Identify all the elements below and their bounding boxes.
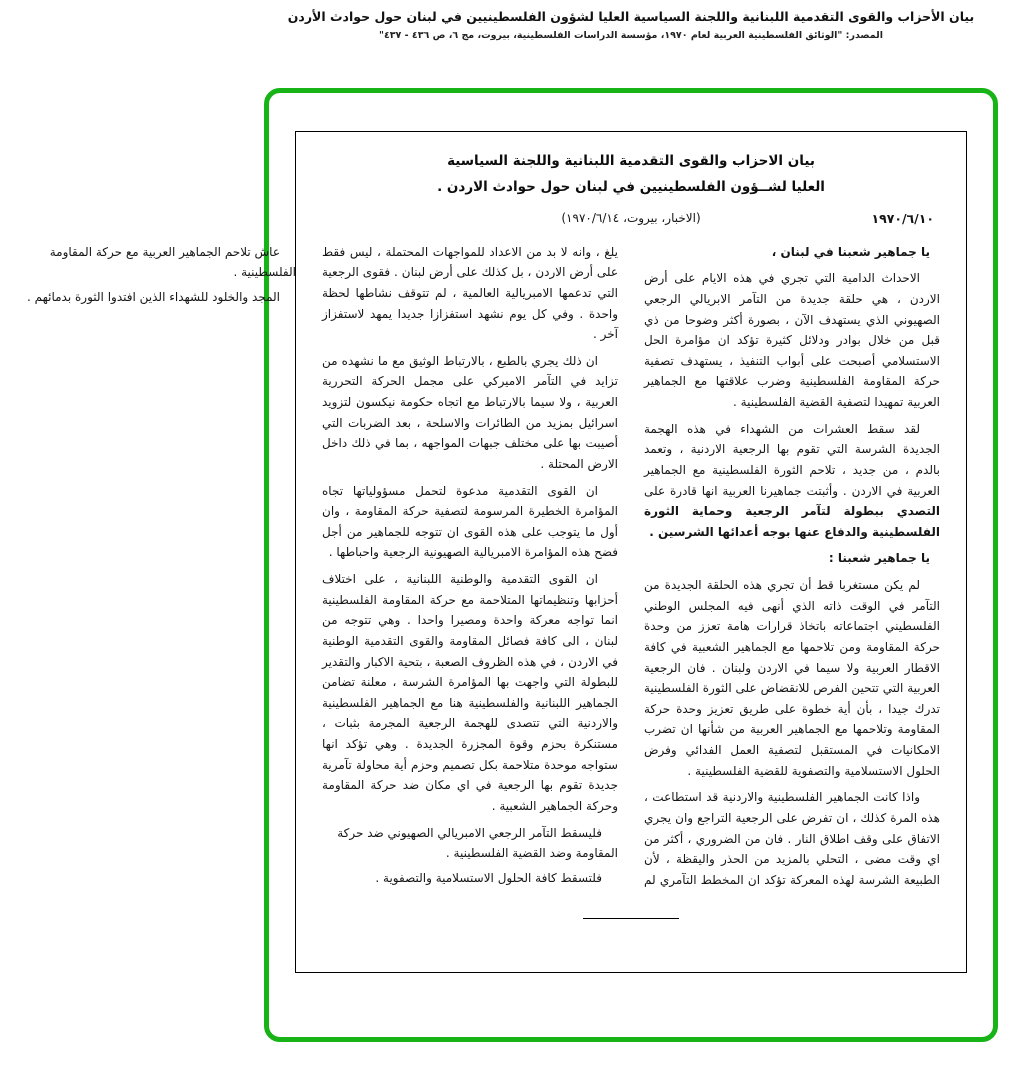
document-citation: (الاخبار، بيروت، ١٩٧٠/٦/١٤) <box>561 211 701 226</box>
document-date: ١٩٧٠/٦/١٠ <box>871 210 934 226</box>
body-paragraph: المجد والخلود للشهداء الذين افتدوا الثورة بدمائهم . <box>26 289 280 304</box>
body-paragraph: لقد سقط العشرات من الشهداء في هذه الهجمة الجديدة الشرسة التي تقوم بها الرجعية الاردنية ، وتعمد بالدم ، من جديد ، تلاحم الثورة الفلسطينية مع الجماهير العربية في الاردن . وأثبتت جماهيرنا العربية انها قادرة على التصدي ببطولة لتآمر الرجعية وحماية الثورة الفلسطينية والدفاع عنها بوجه أعدائها الشرسين . <box>644 421 940 539</box>
page-header <box>252 0 1010 41</box>
signature-line <box>583 918 679 919</box>
body-paragraph: عاش تلاحم الجماهير العربية مع حركة المقاومة الفلسطينية . <box>49 244 296 280</box>
document-title-line1: بيان الاحزاب والقوى التقدمية اللبنانية واللجنة السياسية <box>447 153 815 169</box>
body-columns <box>26 242 940 904</box>
document-title <box>322 148 940 201</box>
body-paragraph: يا جماهير شعبنا : <box>828 551 930 566</box>
body-paragraph: واذا كانت الجماهير الفلسطينية والاردنية قد استطاعت ، هذه المرة كذلك ، ان تفرض على الرجعية التراجع وان يجري الاتفاق على وقف اطلاق النار . فان من الضروري ، أكثر من اي وقت مضى ، التحلي بالمزيد من الحذر واليقظة ، لأن الطبيعة الشرسة لهذه المعركة تؤكد ان المخطط التآمري لم يلغ ، وانه لا بد من الاعداد للمواجهات المحتملة ، ليس فقط على أرض الاردن ، بل كذلك على أرض لبنان . فقوى الرجعية التي تدعمها الامبريالية العالمية ، لم تتوقف نشاطها لحظة واحدة . وفي كل يوم نشهد استفزازا جديدا يمهد لاستفزاز آخر . <box>322 244 940 887</box>
document-title-line2: العليا لشــؤون الفلسطينيين في لبنان حول حوادث الاردن . <box>437 179 825 196</box>
body-paragraph: فليسقط التآمر الرجعي الامبريالي الصهيوني ضد حركة المقاومة وضد القضية الفلسطينية . <box>337 825 618 861</box>
body-paragraph: ان القوى التقدمية والوطنية اللبنانية ، على اختلاف أحزابها وتنظيماتها المتلاحمة مع حركة المقاومة الفلسطينية انما تواجه معركة واحدة ومصيرا واحدا . وهي تتوجه من لبنان ، الى كافة فصائل المقاومة والقوى التقدمية الوطنية في الاردن ، في هذه الظروف الصعبة ، بتحية الاكبار والتقدير للبطولة التي واجهت بها المؤامرة الشرسة ، معلنة تضامن الجماهير اللبنانية والفلسطينية هنا مع الجماهير الفلسطينية والاردنية التي تتصدى للهجمة الرجعية المجرمة بثبات ، مستنكرة بحزم وقوة المجزرة الجديدة . وهي تؤكد انها ستواجه موحدة متلاحمة بكل تصميم وحزم أية محاولة تآمرية جديدة تقوم بها الرجعية في اي مكان ضد حركة المقاومة وحركة الجماهير الشعبية . <box>322 572 618 813</box>
document-meta-row <box>322 211 940 226</box>
page-header-title: بيان الأحزاب والقوى التقدمية اللبنانية واللجنة السياسية العليا لشؤون الفلسطينيين في لبنان حول حوادث الأردن <box>287 9 975 24</box>
page-header-source: المصدر: "الوثائق الفلسطينية العربية لعام ١٩٧٠، مؤسسة الدراسات الفلسطينية، بيروت، مج ٦، ص ٤٣٦ - ٤٣٧" <box>379 29 883 41</box>
document-box <box>26 131 967 973</box>
green-border-frame <box>26 88 998 1042</box>
scanned-document-page <box>26 0 1010 1078</box>
body-paragraph: الاحداث الدامية التي تجري في هذه الايام على أرض الاردن ، هي حلقة جديدة من التآمر الابريالي الرجعي الصهيوني الذي يستهدف الآن ، بصورة أكثر وضوحا من ذي قبل من خلال بوادر ودلائل كثيرة تؤكد ان مؤامرة الحل الاستسلامي أصبحت على أبواب التنفيذ ، يستهدف تصفية حركة المقاومة الفلسطينية وضرب علاقتها مع الجماهير العربية تمهيدا لتصفية القضية الفلسطينية . <box>644 271 940 409</box>
body-paragraph: فلتسقط كافة الحلول الاستسلامية والتصفوية . <box>375 870 602 885</box>
body-paragraph: لم يكن مستغربا قط أن تجري هذه الحلقة الجديدة من التآمر في الوقت ذاته الذي أنهى فيه المجلس الوطني الفلسطيني اجتماعاته باتخاذ قرارات هامة تعزز من وحدة حركة المقاومة ومن تلاحمها مع الجماهير الشعبية في كافة الاقطار العربية ولا سيما في الاردن ولبنان . فان الرجعية العربية التي تتحين الفرص للانقضاض على الثورة الفلسطينية تدرك جيدا ، بأن أية خطوة على طريق تعزيز وحدة حركة المقاومة وتلاحمها مع الجماهير العربية من شأنها ان تضرب الامكانيات في المستقبل لتصفية العمل الفدائي وفرض الحلول الاستسلامية والتصفوية للقضية الفلسطينية . <box>644 578 940 778</box>
body-paragraph: يا جماهير شعبنا في لبنان ، <box>771 244 930 259</box>
body-paragraph: ان ذلك يجري بالطبع ، بالارتباط الوثيق مع ما نشهده من تزايد في التآمر الاميركي على مجمل الحركة التحررية العربية ، ولا سيما بالارتباط مع اتجاه حكومة نيكسون لتزويد اسرائيل بمزيد من الطائرات والاسلحة ، بعد الضربات التي أصيبت بها على مختلف جبهات المواجهه ، بما في ذلك داخل الارض المحتلة . <box>322 353 618 471</box>
body-paragraph: ان القوى التقدمية مدعوة لتحمل مسؤولياتها تجاه المؤامرة الخطيرة المرسومة لتصفية حركة المقاومة ، وان أول ما يتوجب على هذه القوى ان تتوجه للجماهير من أجل فضح هذه المؤامرة الامبريالية الصهيونية الرجعية واحباطها . <box>322 483 618 560</box>
